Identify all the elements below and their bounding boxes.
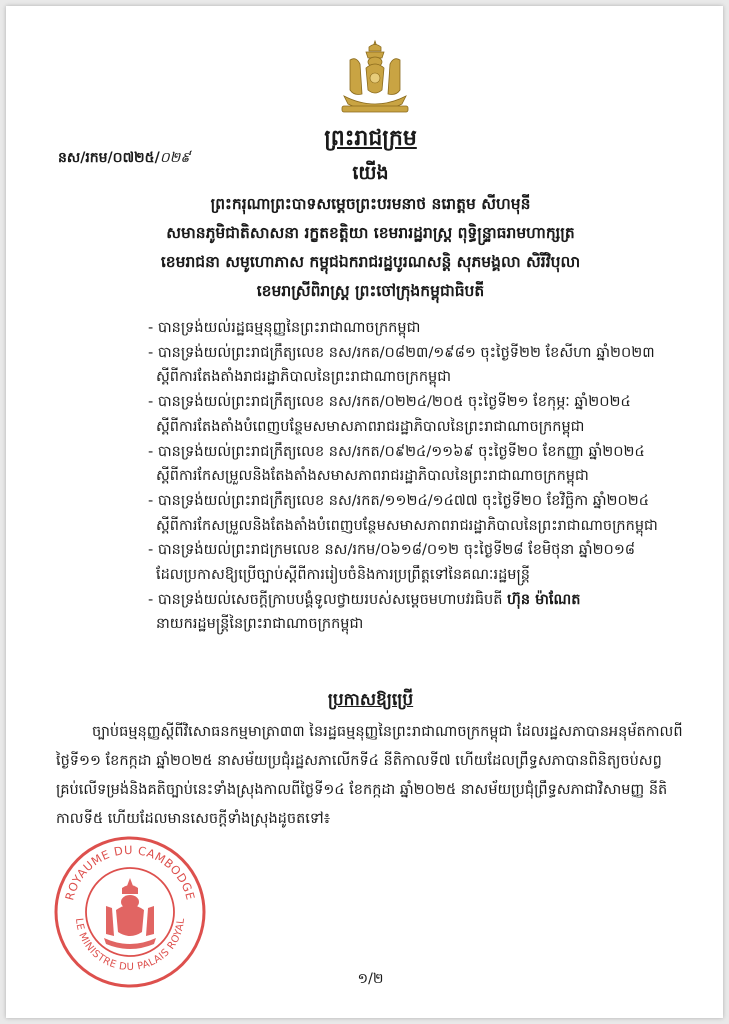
king-title-line: ព្រះករុណាព្រះបាទសម្តេចព្រះបរមនាថ នរោត្តម សីហមុនី [210,195,531,213]
king-title-line: ខេមរាស្រីពិរាស្ត្រ ព្រះចៅក្រុងកម្ពុជាធិបតី [256,282,485,300]
consideration-item: - បានទ្រង់យល់ព្រះរាជក្រឹត្យលេខ នស/រកត/១១២៤/១៤៧៧ ចុះថ្ងៃទី២០ ខែវិច្ឆិកា ឆ្នាំ២០២៤ [148,492,650,509]
document-title: ព្រះរាជក្រម [324,126,417,151]
king-title-line: សមានភូមិជាតិសាសនា រក្ខតខត្តិយា ខេមរារដ្ឋរាស្ត្រ ពុទ្ធិន្ទ្រាធរាមហាក្សត្រ [166,224,575,242]
royal-coat-of-arms-icon [336,38,414,120]
consideration-item: - បានទ្រង់យល់ព្រះរាជក្រឹត្យលេខ នស/រកត/០៩២៤/១១៦៩ ចុះថ្ងៃទី២០ ខែកញ្ញា ឆ្នាំ២០២៤ [148,443,645,460]
consideration-continuation: នាយករដ្ឋមន្ត្រីនៃព្រះរាជាណាចក្រកម្ពុជា [156,616,364,633]
king-titles [66,190,675,306]
seal-bottom-text: LE MINISTRE DU PALAIS ROYAL [72,917,188,974]
royal-palace-seal-icon [50,832,210,992]
considerations-list [148,316,708,637]
consideration-item: - បានទ្រង់យល់ព្រះរាជក្រឹត្យលេខ នស/រកត/០៨២៣/១៩៨១ ចុះថ្ងៃទី២២ ខែសីហា ឆ្នាំ២០២៣ [148,344,655,361]
body-paragraph: ច្បាប់ធម្មនុញ្ញស្តីពីវិសោធនកម្មមាត្រា៣៣ នៃរដ្ឋធម្មនុញ្ញនៃព្រះរាជាណាចក្រកម្ពុជា ដែលរដ្ឋសភាបានអនុម័តកាលពីថ្ងៃទី១១ ខែកក្កដា ឆ្នាំ២០២៥ នាសម័យប្រជុំរដ្ឋសភាលើកទី៤ នីតិកាលទី៧ ហើយដែលព្រឹទ្ធសភាបានពិនិត្យចប់សព្វគ្រប់លើទម្រង់និងគតិច្បាប់នេះទាំងស្រុងកាលពីថ្ងៃទី១៤ ខែកក្កដា ឆ្នាំ២០២៥ នាសម័យប្រជុំព្រឹទ្ធសភាជាវិសាមញ្ញ នីតិកាលទី៥ ហើយដែលមានសេចក្តីទាំងស្រុងដូចតទៅ៖ [56,724,683,827]
consideration-continuation: ស្តីពីការតែងតាំងរាជរដ្ឋាភិបាលនៃព្រះរាជាណាចក្រកម្ពុជា [156,369,452,386]
consideration-continuation: ស្តីពីការកែសម្រួលនិងតែងតាំងបំពេញបន្ថែមសមាសភាពរាជរដ្ឋាភិបាលនៃព្រះរាជាណាចក្រកម្ពុជា [156,517,658,534]
consideration-item: - បានទ្រង់យល់ព្រះរាជក្រឹត្យលេខ នស/រកត/០២២៤/២០៥ ចុះថ្ងៃទី២១ ខែកុម្ភៈ ឆ្នាំ២០២៤ [148,394,631,411]
decree-page [6,6,723,1018]
promulgation-heading: ប្រកាសឱ្យប្រើ [327,690,414,710]
page-number: ១/២ [357,971,384,987]
consideration-item: - បានទ្រង់យល់រដ្ឋធម្មនុញ្ញនៃព្រះរាជាណាចក្រកម្ពុជា [148,320,421,336]
consideration-item [148,588,708,613]
consideration-text: - បានទ្រង់យល់សេចក្តីក្រាបបង្គំទូលថ្វាយរបស់សម្តេចមហាបវរធិបតី [148,591,508,608]
seal-top-text: ROYAUME DU CAMBODGE [62,842,198,902]
consideration-continuation: ដែលប្រកាសឱ្យប្រើច្បាប់ស្តីពីការរៀបចំនិងការប្រព្រឹត្តទៅនៃគណៈរដ្ឋមន្ត្រី [156,567,531,584]
prime-minister-name: ហ៊ុន ម៉ាណែត [507,591,581,608]
consideration-continuation: ស្តីពីការកែសម្រួលនិងតែងតាំងសមាសភាពរាជរដ្ឋាភិបាលនៃព្រះរាជាណាចក្រកម្ពុជា [156,468,589,485]
consideration-continuation: ស្តីពីការតែងតាំងបំពេញបន្ថែមសមាសភាពរាជរដ្ឋាភិបាលនៃព្រះរាជាណាចក្រកម្ពុជា [156,418,585,435]
handwritten-number: ០២៩ [159,150,191,166]
reference-number: នស/រកម/០៧២៥/ [58,150,160,166]
king-title-line: ខេមរាជនា សមូហោភាស កម្ពុជឯករាជរដ្ឋបូរណសន្តិ សុភមង្គលា សិរីវិបុលា [160,253,581,271]
consideration-item: - បានទ្រង់យល់ព្រះរាជក្រមលេខ នស/រកម/០៦១៨/០១២ ចុះថ្ងៃទី២៨ ខែមិថុនា ឆ្នាំ២០១៨ [148,542,636,559]
document-subtitle: យើង [352,162,389,184]
